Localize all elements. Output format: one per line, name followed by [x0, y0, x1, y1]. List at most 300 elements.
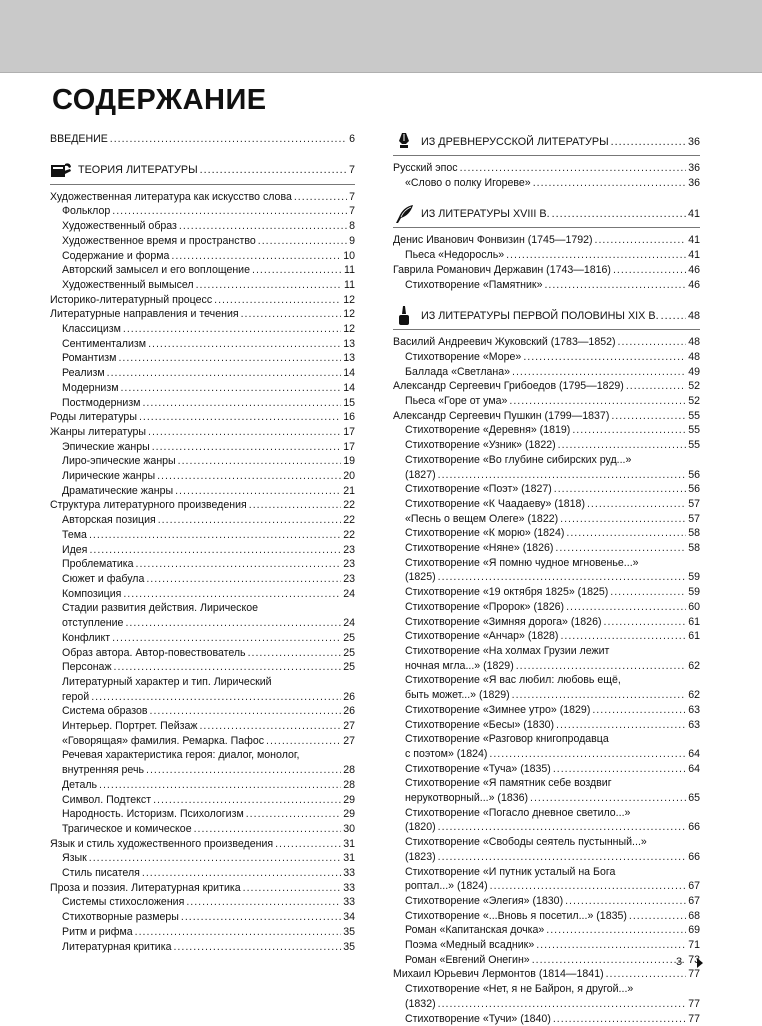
toc-entry-title: (1827) — [405, 468, 436, 481]
section-theory-header[interactable]: ТЕОРИЯ ЛИТЕРАТУРЫ ..... 7 — [50, 161, 355, 185]
toc-entry[interactable] — [393, 585, 700, 600]
toc-entry-title: Стихотворение «Зимняя дорога» (1826) — [405, 615, 602, 628]
toc-entry[interactable] — [50, 557, 355, 572]
toc-entry-title: Содержание и форма — [62, 249, 170, 262]
toc-entry-title: Система образов — [62, 705, 148, 718]
toc-entry[interactable] — [393, 497, 700, 512]
toc-entry[interactable] — [393, 747, 700, 762]
toc-entry-first-line: Стихотворение «Я памятник себе воздвиг — [405, 777, 612, 790]
toc-entry-title: Модернизм — [62, 381, 119, 394]
toc-entry-page: 59 — [688, 586, 700, 599]
toc-entry-page: 8 — [349, 220, 355, 233]
toc-entry-title: Александр Сергеевич Грибоедов (1795—1829) — [393, 380, 624, 393]
toc-entry[interactable] — [50, 528, 355, 543]
toc-entry[interactable] — [393, 570, 700, 585]
toc-entry-title: быть может...» (1829) — [405, 689, 510, 702]
toc-entry-page: 55 — [688, 439, 700, 452]
toc-entry-title: Язык — [62, 852, 87, 865]
dot-leader — [275, 837, 341, 852]
toc-entry[interactable] — [50, 469, 355, 484]
dot-leader — [89, 543, 341, 558]
dot-leader — [490, 879, 687, 894]
toc-entry-title: Пьеса «Недоросль» — [405, 249, 505, 262]
toc-entry[interactable] — [50, 234, 355, 249]
toc-entry[interactable] — [393, 263, 700, 278]
toc-entry[interactable] — [393, 953, 700, 968]
dot-leader — [123, 587, 341, 602]
toc-entry[interactable] — [50, 322, 355, 337]
dot-leader — [560, 512, 686, 527]
toc-entry-title: Композиция — [62, 587, 122, 600]
toc-entry[interactable] — [50, 807, 355, 822]
toc-entry-title: Пьеса «Горе от ума» — [405, 395, 508, 408]
toc-entry-title: Сентиментализм — [62, 337, 147, 350]
dot-leader — [595, 233, 687, 248]
dot-leader — [560, 629, 686, 644]
toc-entry-page: 29 — [343, 808, 355, 821]
dot-leader — [123, 322, 341, 337]
dot-leader — [512, 688, 687, 703]
toc-entry[interactable] — [50, 910, 355, 925]
toc-entry[interactable] — [393, 394, 700, 409]
dot-leader — [158, 513, 341, 528]
dot-leader — [89, 528, 341, 543]
dot-leader — [258, 234, 347, 249]
toc-entry-page: 26 — [343, 690, 355, 703]
toc-entry[interactable] — [50, 763, 355, 778]
toc-entry[interactable] — [393, 1012, 700, 1026]
toc-entry[interactable] — [393, 423, 700, 438]
toc-entry-page: 69 — [688, 924, 700, 937]
top-banner — [0, 0, 762, 73]
toc-entry-page: 23 — [343, 543, 355, 556]
dot-leader — [171, 249, 341, 264]
toc-entry[interactable] — [50, 587, 355, 602]
toc-entry[interactable] — [50, 866, 355, 881]
dot-leader — [142, 396, 341, 411]
dot-leader — [241, 307, 342, 322]
toc-entry-page: 66 — [688, 821, 700, 834]
toc-entry-title: Стихотворение «К морю» (1824) — [405, 527, 565, 540]
dot-leader — [178, 454, 342, 469]
toc-entry-title: Сюжет и фабула — [62, 572, 145, 585]
toc-entry[interactable] — [50, 498, 355, 513]
dot-leader — [181, 910, 341, 925]
toc-entry[interactable] — [50, 204, 355, 219]
dot-leader — [553, 762, 686, 777]
toc-entry[interactable] — [50, 822, 355, 837]
dot-leader — [91, 690, 341, 705]
section-18th-century-header[interactable]: ИЗ ЛИТЕРАТУРЫ XVIII В. ..... 41 — [393, 204, 700, 228]
dot-leader — [152, 440, 342, 455]
toc-entry-title: Литературная критика — [62, 940, 172, 953]
toc-entry[interactable] — [50, 381, 355, 396]
dot-leader — [592, 703, 686, 718]
toc-entry-title: (1832) — [405, 997, 436, 1010]
toc-entry[interactable] — [393, 468, 700, 483]
toc-entry[interactable] — [50, 719, 355, 734]
dot-leader — [629, 909, 686, 924]
toc-entry[interactable] — [50, 440, 355, 455]
toc-entry[interactable] — [50, 337, 355, 352]
toc-entry[interactable] — [50, 263, 355, 278]
inkwell-icon — [393, 306, 415, 326]
dot-leader — [148, 337, 341, 352]
toc-entry-title: Русский эпос — [393, 162, 458, 174]
dot-leader — [489, 747, 686, 762]
dot-leader — [139, 410, 341, 425]
toc-entry-first-line: Стихотворение «Погасло дневное светило...» — [405, 806, 631, 819]
toc-entry[interactable] — [50, 851, 355, 866]
toc-entry-page: 41 — [688, 234, 700, 247]
dot-leader — [587, 497, 686, 512]
toc-entry[interactable] — [393, 820, 700, 835]
page-title: СОДЕРЖАНИЕ — [52, 84, 267, 116]
toc-entry-title: Структура литературного произведения — [50, 499, 247, 512]
dot-leader — [555, 541, 686, 556]
toc-entry[interactable] — [50, 778, 355, 793]
toc-entry-page: 52 — [688, 380, 700, 393]
dot-leader — [438, 850, 687, 865]
toc-entry-page: 12 — [343, 293, 355, 306]
next-page-arrow-icon[interactable] — [697, 958, 703, 968]
toc-entry-title: герой — [62, 690, 90, 703]
dot-leader — [546, 923, 686, 938]
toc-entry-first-line: Стихотворение «И путник усталый на Бога — [405, 865, 616, 878]
toc-entry-page: 73 — [688, 953, 700, 966]
toc-entry-title: Стихотворение «Зимнее утро» (1829) — [405, 703, 591, 716]
toc-entry-title: Классицизм — [62, 323, 121, 336]
toc-entry[interactable] — [393, 365, 700, 380]
toc-entry-title: Литературные направления и течения — [50, 308, 239, 321]
dot-leader — [89, 851, 341, 866]
dot-leader — [118, 351, 341, 366]
toc-entry-page: 77 — [688, 997, 700, 1010]
dot-leader — [148, 425, 341, 440]
toc-entry-title: Постмодернизм — [62, 396, 141, 409]
toc-entry-title: Михаил Юрьевич Лермонтов (1814—1841) — [393, 968, 604, 981]
toc-entry[interactable] — [50, 293, 355, 308]
page-number: 3 — [676, 956, 683, 968]
toc-entry[interactable] — [393, 379, 700, 394]
toc-entry[interactable] — [50, 660, 355, 675]
toc-entry[interactable] — [393, 938, 700, 953]
toc-entry[interactable] — [393, 850, 700, 865]
toc-entry-title: Художественная литература как искусство слова — [50, 190, 292, 203]
toc-entry[interactable] — [50, 793, 355, 808]
toc-entry-page: 31 — [343, 852, 355, 865]
toc-entry-page: 27 — [343, 720, 355, 733]
toc-entry-first-line: Стихотворение «Я помню чудное мгновенье...» — [405, 556, 639, 569]
toc-entry-page: 61 — [688, 630, 700, 643]
toc-entry[interactable] — [50, 646, 355, 661]
dot-leader — [135, 925, 342, 940]
toc-entry-title: Роды литературы — [50, 411, 137, 424]
toc-entry-page: 29 — [343, 793, 355, 806]
toc-entry[interactable] — [393, 176, 700, 191]
toc-entry-title: Персонаж — [62, 661, 112, 674]
toc-entry[interactable] — [393, 512, 700, 527]
toc-entry[interactable] — [393, 629, 700, 644]
toc-entry-title: Поэма «Медный всадник» — [405, 939, 535, 952]
toc-entry[interactable] — [393, 997, 700, 1012]
toc-entry[interactable] — [50, 925, 355, 940]
toc-entry-first-line: Стихотворение «Во глубине сибирских руд...» — [405, 453, 632, 466]
toc-entry[interactable] — [50, 704, 355, 719]
toc-entry[interactable] — [50, 572, 355, 587]
toc-entry-page: 77 — [688, 968, 700, 981]
toc-entry[interactable] — [393, 438, 700, 453]
dot-leader — [618, 335, 687, 350]
dot-leader — [438, 820, 687, 835]
toc-entry-title: Системы стихосложения — [62, 896, 185, 909]
toc-entry-page: 58 — [688, 527, 700, 540]
dot-leader — [125, 616, 341, 631]
toc-entry-page: 62 — [688, 659, 700, 672]
toc-entry[interactable] — [50, 484, 355, 499]
dot-leader — [179, 219, 347, 234]
toc-entry-first-line: Стихотворение «На холмах Грузии лежит — [405, 644, 610, 657]
toc-entry-page: 15 — [343, 396, 355, 409]
toc-entry-title: Стихотворение «Море» — [405, 350, 522, 363]
toc-entry-title: с поэтом» (1824) — [405, 747, 488, 760]
dot-leader — [604, 615, 687, 630]
toc-entry[interactable] — [393, 894, 700, 909]
dot-leader — [214, 293, 341, 308]
dot-leader — [146, 572, 341, 587]
dot-leader — [556, 718, 686, 733]
toc-entry[interactable] — [393, 161, 700, 176]
dot-leader — [150, 704, 342, 719]
toc-entry-page: 25 — [343, 646, 355, 659]
toc-entry-title: Язык и стиль художественного произведения — [50, 837, 274, 850]
dot-leader — [294, 190, 347, 205]
toc-entry-title: Деталь — [62, 778, 98, 791]
toc-entry[interactable] — [50, 190, 355, 205]
dot-leader — [142, 866, 341, 881]
dot-leader — [536, 938, 686, 953]
toc-entry[interactable] — [50, 307, 355, 322]
dot-leader — [173, 940, 341, 955]
toc-entry-title: Гаврила Романович Державин (1743—1816) — [393, 263, 611, 276]
toc-entry-page: 11 — [344, 264, 355, 277]
toc-entry-page: 63 — [688, 718, 700, 731]
toc-entry-page: 7 — [349, 190, 355, 203]
toc-entry-first-line: Стихотворение «Я вас любил: любовь ещё, — [405, 674, 621, 687]
toc-entry-title: Роман «Капитанская дочка» — [405, 924, 545, 937]
toc-entry-page: 31 — [343, 837, 355, 850]
toc-entry-page: 58 — [688, 542, 700, 555]
toc-entry[interactable] — [50, 543, 355, 558]
ink-pen-icon — [393, 132, 415, 152]
dot-leader — [157, 469, 341, 484]
toc-entry-page: 60 — [688, 600, 700, 613]
toc-entry-page: 13 — [343, 352, 355, 365]
toc-entry-title: «Песнь о вещем Олеге» (1822) — [405, 512, 559, 525]
toc-entry[interactable] — [393, 248, 700, 263]
toc-entry-page: 24 — [343, 587, 355, 600]
toc-entry-page: 28 — [343, 778, 355, 791]
toc-entry-first-line: Литературный характер и тип. Лирический — [62, 675, 272, 688]
toc-entry[interactable] — [393, 909, 700, 924]
toc-entry-title: Авторская позиция — [62, 514, 156, 527]
dot-leader — [186, 895, 341, 910]
toc-entry-page: 35 — [343, 925, 355, 938]
toc-entry-title: нерукотворный...» (1836) — [405, 792, 529, 805]
toc-entry-page: 48 — [688, 336, 700, 349]
toc-entry[interactable] — [393, 233, 700, 248]
toc-entry[interactable] — [393, 762, 700, 777]
toc-entry-first-line: Речевая характеристика героя: диалог, монолог, — [62, 749, 300, 762]
toc-entry-title: Стиль писателя — [62, 867, 140, 880]
toc-entry[interactable] — [393, 688, 700, 703]
toc-entry[interactable] — [50, 837, 355, 852]
toc-entry-title: Стихотворные размеры — [62, 911, 179, 924]
toc-entry-page: 52 — [688, 395, 700, 408]
dot-leader — [509, 394, 686, 409]
toc-entry-title: Стихотворение «...Вновь я посетил...» (1835) — [405, 909, 627, 922]
toc-entry-title: Драматические жанры — [62, 484, 174, 497]
dot-leader — [544, 278, 686, 293]
toc-entry-title: Стихотворение «Пророк» (1826) — [405, 600, 565, 613]
toc-entry-page: 61 — [688, 615, 700, 628]
dot-leader — [566, 526, 686, 541]
toc-entry-page: 59 — [688, 571, 700, 584]
toc-entry-page: 10 — [343, 249, 355, 262]
toc-entry-title: внутренняя речь — [62, 764, 144, 777]
toc-entry[interactable] — [393, 526, 700, 541]
toc-entry-page: 22 — [343, 499, 355, 512]
toc-entry[interactable] — [50, 895, 355, 910]
toc-entry-page: 16 — [343, 411, 355, 424]
toc-entry-page: 25 — [343, 631, 355, 644]
toc-entry-page: 64 — [688, 747, 700, 760]
toc-entry[interactable] — [393, 615, 700, 630]
toc-entry-title: Художественный образ — [62, 220, 177, 233]
toc-entry-page: 34 — [343, 911, 355, 924]
toc-entry[interactable] — [393, 600, 700, 615]
dot-leader — [565, 894, 686, 909]
toc-entry-intro[interactable]: ВВЕДЕНИЕ ..... 6 — [50, 132, 355, 147]
dot-leader — [199, 719, 341, 734]
toc-entry[interactable] — [50, 940, 355, 955]
toc-entry[interactable] — [50, 278, 355, 293]
toc-entry[interactable] — [50, 881, 355, 896]
toc-entry-title: Стихотворение «Тучи» (1840) — [405, 1012, 551, 1025]
toc-entry-title: Образ автора. Автор-повествователь — [62, 646, 246, 659]
toc-entry-title: Тема — [62, 528, 87, 541]
dot-leader — [114, 660, 342, 675]
toc-entry-page: 55 — [688, 409, 700, 422]
toc-entry-page: 14 — [343, 381, 355, 394]
toc-entry[interactable] — [393, 541, 700, 556]
dot-leader — [533, 176, 687, 191]
toc-entry[interactable] — [50, 734, 355, 749]
toc-entry-title: Трагическое и комическое — [62, 822, 192, 835]
toc-entry-title: Художественный вымысел — [62, 278, 194, 291]
dot-leader — [553, 1012, 686, 1026]
toc-left-column — [50, 132, 355, 954]
toc-entry-title: Лиро-эпические жанры — [62, 455, 176, 468]
toc-entry[interactable] — [50, 351, 355, 366]
toc-entry-page: 68 — [688, 909, 700, 922]
toc-entry[interactable] — [393, 791, 700, 806]
toc-entry[interactable] — [50, 454, 355, 469]
toc-entry-title: Стихотворение «Анчар» (1828) — [405, 630, 559, 643]
dot-leader — [530, 791, 686, 806]
toc-entry-page: 77 — [688, 1012, 700, 1025]
toc-entry-page: 9 — [349, 234, 355, 247]
toc-entry[interactable] — [393, 923, 700, 938]
toc-entry[interactable] — [393, 278, 700, 293]
toc-entry[interactable] — [50, 366, 355, 381]
toc-entry-title: Проблематика — [62, 558, 134, 571]
toc-entry-title: (1825) — [405, 571, 436, 584]
section-19th-century-header[interactable]: ИЗ ЛИТЕРАТУРЫ ПЕРВОЙ ПОЛОВИНЫ XIX В. ..... 48 — [393, 306, 700, 330]
toc-right-column — [393, 132, 700, 1026]
toc-entry[interactable] — [50, 425, 355, 440]
dot-leader — [107, 366, 342, 381]
toc-entry-page: 67 — [688, 880, 700, 893]
toc-entry[interactable] — [50, 219, 355, 234]
toc-entry-title: отступление — [62, 617, 124, 630]
dot-leader — [266, 734, 341, 749]
toc-entry-page: 33 — [343, 867, 355, 880]
section-old-russian-header[interactable]: ИЗ ДРЕВНЕРУССКОЙ ЛИТЕРАТУРЫ ..... 36 — [393, 132, 700, 156]
toc-entry-page: 23 — [343, 572, 355, 585]
toc-entry[interactable] — [50, 616, 355, 631]
toc-entry[interactable] — [393, 409, 700, 424]
dot-leader — [243, 881, 342, 896]
toc-entry[interactable] — [393, 659, 700, 674]
toc-entry-page: 14 — [343, 367, 355, 380]
toc-entry[interactable] — [393, 718, 700, 733]
toc-entry-title: Стихотворение «19 октября 1825» (1825) — [405, 586, 609, 599]
toc-entry[interactable] — [50, 396, 355, 411]
toc-entry-title: ночная мгла...» (1829) — [405, 659, 514, 672]
toc-entry-title: Идея — [62, 543, 88, 556]
toc-entry-title: Проза и поэзия. Литературная критика — [50, 881, 241, 894]
toc-entry-page: 46 — [688, 278, 700, 291]
toc-entry[interactable] — [50, 690, 355, 705]
toc-entry-page: 26 — [343, 705, 355, 718]
toc-entry-page: 57 — [688, 497, 700, 510]
dot-leader — [196, 278, 342, 293]
toc-entry-title: Стихотворение «К Чаадаеву» (1818) — [405, 497, 585, 510]
toc-entry[interactable] — [50, 631, 355, 646]
toc-entry-page: 33 — [343, 896, 355, 909]
toc-entry[interactable] — [393, 879, 700, 894]
toc-entry-page: 71 — [688, 939, 700, 952]
toc-entry-page: 49 — [688, 365, 700, 378]
toc-entry[interactable] — [393, 335, 700, 350]
toc-entry[interactable] — [393, 703, 700, 718]
toc-entry[interactable] — [393, 350, 700, 365]
toc-entry[interactable] — [393, 482, 700, 497]
toc-entry-title: (1823) — [405, 850, 436, 863]
toc-entry-title: Денис Иванович Фонвизин (1745—1792) — [393, 234, 593, 247]
toc-entry-page: 24 — [343, 617, 355, 630]
dot-leader — [112, 204, 347, 219]
book-hand-icon — [50, 161, 72, 181]
toc-entry[interactable] — [393, 967, 700, 982]
toc-entry[interactable] — [50, 410, 355, 425]
toc-entry[interactable] — [50, 249, 355, 264]
toc-entry-page: 35 — [343, 940, 355, 953]
dot-leader — [512, 365, 686, 380]
toc-entry-title: Стихотворение «Туча» (1835) — [405, 762, 551, 775]
toc-entry[interactable] — [50, 513, 355, 528]
